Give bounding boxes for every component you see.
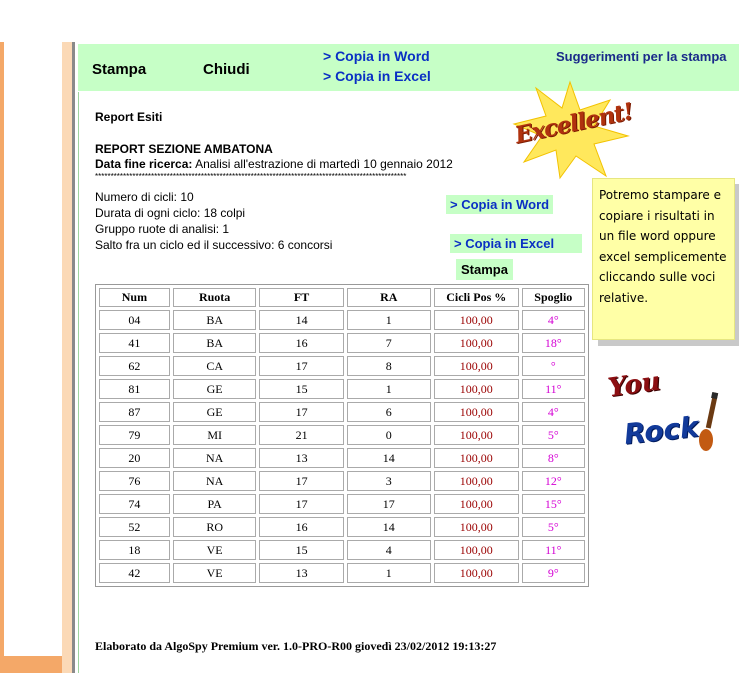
separator: **************************************************************************************************** [95, 172, 407, 181]
cell-ft: 15 [259, 379, 343, 399]
excellent-text: Excellent! [512, 97, 635, 150]
cell-spoglio: 4° [522, 310, 585, 330]
cell-ruota: BA [173, 333, 257, 353]
cell-cicli-pos: 100,00 [434, 425, 519, 445]
excellent-badge [510, 80, 635, 180]
cell-num: 62 [99, 356, 170, 376]
header-ruota: Ruota [173, 288, 257, 307]
cell-num: 79 [99, 425, 170, 445]
copy-word-link[interactable]: > Copia in Word [323, 48, 430, 64]
cell-cicli-pos: 100,00 [434, 517, 519, 537]
cell-ft: 16 [259, 333, 343, 353]
end-date-line [95, 157, 453, 171]
table-row [99, 563, 585, 583]
end-date-label: Data fine ricerca: [95, 157, 193, 171]
suggestions-link[interactable]: Suggerimenti per la stampa [556, 49, 727, 64]
cell-ft: 21 [259, 425, 343, 445]
cell-ruota: MI [173, 425, 257, 445]
table-row [99, 310, 585, 330]
cell-ruota: VE [173, 540, 257, 560]
table-row [99, 379, 585, 399]
cell-ft: 13 [259, 563, 343, 583]
rock-text: Rock [622, 410, 701, 451]
cell-cicli-pos: 100,00 [434, 379, 519, 399]
table-row [99, 517, 585, 537]
table-row [99, 356, 585, 376]
cell-spoglio: 18° [522, 333, 585, 353]
info-duration: Durata di ogni ciclo: 18 colpi [95, 206, 246, 220]
report-title: Report Esiti [95, 110, 163, 124]
cell-ra: 1 [347, 379, 431, 399]
info-group: Gruppo ruote di analisi: 1 [95, 222, 230, 236]
cell-spoglio: 5° [522, 425, 585, 445]
cell-cicli-pos: 100,00 [434, 540, 519, 560]
cell-cicli-pos: 100,00 [434, 356, 519, 376]
header-cicli-pos: Cicli Pos % [434, 288, 519, 307]
table-row [99, 448, 585, 468]
stampa-button[interactable]: Stampa [456, 259, 513, 280]
cell-num: 04 [99, 310, 170, 330]
frame-gap [62, 42, 72, 673]
cell-cicli-pos: 100,00 [434, 471, 519, 491]
cell-ra: 1 [347, 310, 431, 330]
cell-num: 74 [99, 494, 170, 514]
cell-ft: 16 [259, 517, 343, 537]
cell-ruota: VE [173, 563, 257, 583]
cell-cicli-pos: 100,00 [434, 494, 519, 514]
cell-cicli-pos: 100,00 [434, 448, 519, 468]
cell-cicli-pos: 100,00 [434, 563, 519, 583]
cell-spoglio: 12° [522, 471, 585, 491]
cell-spoglio: 5° [522, 517, 585, 537]
cell-ruota: NA [173, 471, 257, 491]
cell-ra: 8 [347, 356, 431, 376]
table-row [99, 425, 585, 445]
cell-ra: 17 [347, 494, 431, 514]
cell-ra: 6 [347, 402, 431, 422]
cell-num: 52 [99, 517, 170, 537]
cell-ruota: RO [173, 517, 257, 537]
cell-ft: 13 [259, 448, 343, 468]
cell-cicli-pos: 100,00 [434, 310, 519, 330]
cell-num: 18 [99, 540, 170, 560]
close-button[interactable]: Chiudi [203, 61, 250, 78]
end-date-value: Analisi all'estrazione di martedì 10 gennaio 2012 [195, 157, 453, 171]
cell-num: 41 [99, 333, 170, 353]
print-button[interactable]: Stampa [92, 61, 147, 78]
cell-ruota: BA [173, 310, 257, 330]
header-ra: RA [347, 288, 431, 307]
cell-spoglio: 11° [522, 379, 585, 399]
results-table [95, 284, 589, 587]
cell-ra: 14 [347, 448, 431, 468]
cell-cicli-pos: 100,00 [434, 333, 519, 353]
cell-ruota: PA [173, 494, 257, 514]
cell-cicli-pos: 100,00 [434, 402, 519, 422]
section-title: REPORT SEZIONE AMBATONA [95, 142, 273, 156]
cell-ft: 15 [259, 540, 343, 560]
cell-ft: 17 [259, 494, 343, 514]
cell-ft: 17 [259, 402, 343, 422]
cell-ruota: CA [173, 356, 257, 376]
cell-num: 81 [99, 379, 170, 399]
cell-ruota: GE [173, 402, 257, 422]
cell-ft: 14 [259, 310, 343, 330]
cell-ft: 17 [259, 356, 343, 376]
cell-spoglio: ° [522, 356, 585, 376]
cell-ra: 3 [347, 471, 431, 491]
you-text: You [606, 366, 663, 404]
cell-spoglio: 9° [522, 563, 585, 583]
cell-spoglio: 15° [522, 494, 585, 514]
toolbar [78, 44, 739, 91]
table-row [99, 333, 585, 353]
cell-ra: 0 [347, 425, 431, 445]
footer-text: Elaborato da AlgoSpy Premium ver. 1.0-PRO-R00 giovedì 23/02/2012 19:13:27 [95, 639, 497, 653]
info-cycles: Numero di cicli: 10 [95, 190, 194, 204]
cell-ra: 1 [347, 563, 431, 583]
copy-excel-link[interactable]: > Copia in Excel [323, 68, 431, 84]
guitar-icon [697, 392, 721, 454]
cell-ft: 17 [259, 471, 343, 491]
cell-spoglio: 4° [522, 402, 585, 422]
info-skip: Salto fra un ciclo ed il successivo: 6 concorsi [95, 238, 333, 252]
table-row [99, 471, 585, 491]
sticky-note [592, 178, 735, 340]
cell-ruota: NA [173, 448, 257, 468]
table-row [99, 402, 585, 422]
header-num: Num [99, 288, 170, 307]
cell-ra: 14 [347, 517, 431, 537]
cell-spoglio: 11° [522, 540, 585, 560]
frame-divider [72, 42, 75, 673]
table-row [99, 540, 585, 560]
cell-num: 87 [99, 402, 170, 422]
table-header-row [99, 288, 585, 307]
you-rock-badge [602, 366, 727, 462]
cell-spoglio: 8° [522, 448, 585, 468]
cell-num: 20 [99, 448, 170, 468]
left-panel [4, 42, 63, 656]
note-text: Potremo stampare e copiare i risultati in un file word oppure excel semplicemente cliccando sulle voci relative. [599, 188, 727, 305]
cell-num: 42 [99, 563, 170, 583]
cell-ra: 7 [347, 333, 431, 353]
cell-num: 76 [99, 471, 170, 491]
copy-word-button[interactable]: > Copia in Word [446, 195, 553, 214]
cell-ruota: GE [173, 379, 257, 399]
copy-excel-button[interactable]: > Copia in Excel [450, 234, 582, 253]
cell-ra: 4 [347, 540, 431, 560]
header-spoglio: Spoglio [522, 288, 585, 307]
table-row [99, 494, 585, 514]
header-ft: FT [259, 288, 343, 307]
